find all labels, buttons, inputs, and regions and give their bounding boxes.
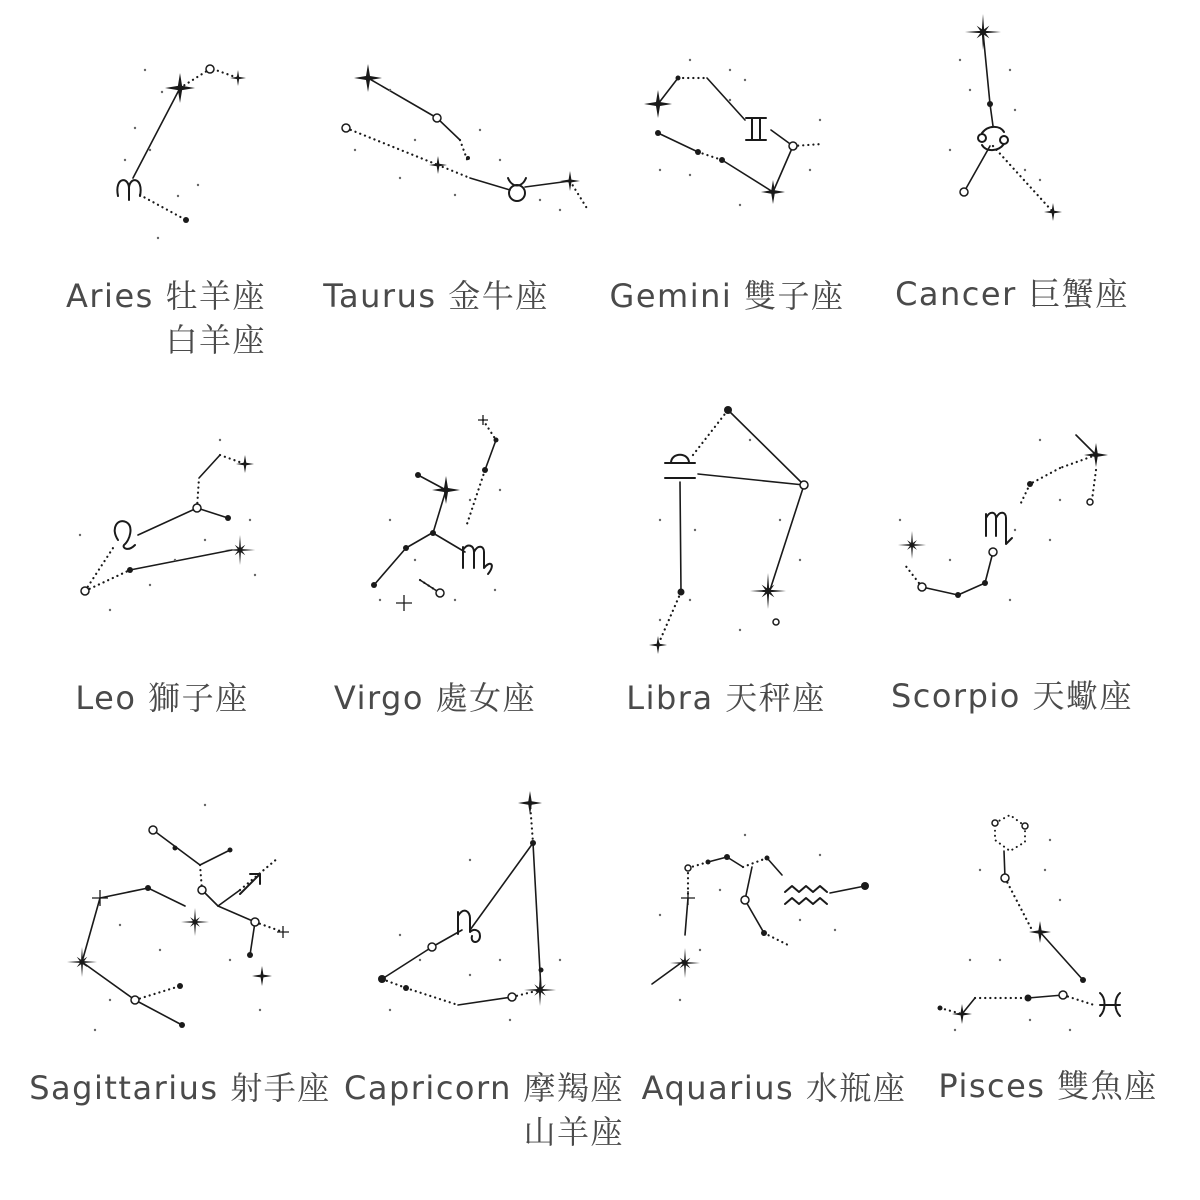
star-dot bbox=[982, 580, 988, 586]
stardust bbox=[469, 974, 471, 976]
constellation-line bbox=[964, 146, 990, 192]
bright-star-icon bbox=[225, 535, 255, 565]
stardust bbox=[799, 559, 801, 561]
constellation-line bbox=[658, 78, 678, 104]
stardust bbox=[1014, 529, 1016, 531]
stardust bbox=[469, 859, 471, 861]
constellation-line bbox=[458, 997, 512, 1005]
constellation-line bbox=[197, 508, 228, 518]
constellation-line bbox=[962, 998, 975, 1014]
star-dot bbox=[378, 975, 386, 983]
sparkle-star-icon bbox=[165, 73, 195, 103]
sparkle-star-icon bbox=[236, 455, 254, 473]
constellation-line bbox=[745, 900, 764, 933]
constellation-line bbox=[433, 490, 446, 533]
leo-label: Leo 獅子座 bbox=[75, 679, 249, 717]
gemini-label: Gemini 雙子座 bbox=[609, 277, 845, 315]
stardust bbox=[659, 169, 661, 171]
constellation-line bbox=[218, 890, 240, 906]
stardust bbox=[949, 559, 951, 561]
constellation-line bbox=[745, 867, 752, 900]
constellation-line bbox=[985, 552, 993, 583]
stardust bbox=[414, 139, 416, 141]
stardust bbox=[1039, 439, 1041, 441]
stardust bbox=[719, 889, 721, 891]
star-dot bbox=[1080, 977, 1086, 983]
stardust bbox=[119, 924, 121, 926]
dotted-line bbox=[85, 545, 115, 591]
stardust bbox=[799, 919, 801, 921]
sparkle-star-icon bbox=[560, 171, 580, 191]
stardust bbox=[999, 959, 1001, 961]
stardust bbox=[144, 69, 146, 71]
sparkle-star-icon bbox=[354, 64, 382, 92]
stardust bbox=[559, 209, 561, 211]
stardust bbox=[739, 204, 741, 206]
dotted-line bbox=[764, 933, 788, 945]
star-dot bbox=[482, 467, 488, 473]
aries-symbol-icon bbox=[117, 180, 140, 200]
bright-star-icon bbox=[670, 948, 700, 978]
stardust bbox=[499, 959, 501, 961]
star-dot bbox=[530, 840, 536, 846]
star-dot bbox=[655, 130, 661, 136]
star-ring bbox=[800, 481, 808, 489]
stardust bbox=[204, 804, 206, 806]
star-ring bbox=[992, 820, 998, 826]
dotted-line bbox=[1063, 995, 1094, 1005]
stardust bbox=[689, 174, 691, 176]
stardust bbox=[739, 629, 741, 631]
constellation-line bbox=[100, 888, 148, 898]
star-ring bbox=[1001, 874, 1009, 882]
constellation-line bbox=[707, 78, 745, 120]
stardust bbox=[379, 599, 381, 601]
star-dot bbox=[225, 515, 231, 521]
star-ring bbox=[741, 896, 749, 904]
constellation-line bbox=[374, 548, 406, 585]
aries-name: Aries 牡羊座 bbox=[66, 277, 266, 315]
stardust bbox=[899, 519, 901, 521]
stardust bbox=[744, 79, 746, 81]
star-dot bbox=[765, 856, 770, 861]
constellation-line bbox=[983, 32, 990, 104]
constellation-line bbox=[1028, 995, 1063, 998]
star-dot bbox=[987, 101, 993, 107]
stardust bbox=[499, 489, 501, 491]
stardust bbox=[1044, 869, 1046, 871]
constellation-line bbox=[470, 178, 510, 190]
stardust bbox=[819, 854, 821, 856]
sparkle-star-icon bbox=[761, 180, 785, 204]
stardust bbox=[779, 519, 781, 521]
star-dot bbox=[247, 952, 253, 958]
star-dot bbox=[403, 985, 409, 991]
star-ring bbox=[789, 142, 797, 150]
constellation-line bbox=[722, 160, 773, 192]
stardust bbox=[689, 599, 691, 601]
sparkle-star-icon bbox=[649, 636, 667, 654]
stardust bbox=[399, 177, 401, 179]
constellation-line bbox=[958, 583, 985, 595]
bright-star-icon bbox=[181, 908, 209, 936]
stardust bbox=[679, 999, 681, 1001]
virgo-symbol-icon bbox=[463, 546, 492, 574]
bright-star-icon bbox=[67, 947, 97, 977]
star-dot bbox=[1027, 481, 1033, 487]
constellation-line bbox=[1040, 932, 1083, 980]
cross-star-icon bbox=[396, 595, 412, 611]
constellation-line bbox=[680, 482, 681, 592]
constellation-line bbox=[525, 181, 570, 187]
dotted-line bbox=[466, 470, 485, 527]
star-ring bbox=[960, 188, 968, 196]
star-dot bbox=[761, 930, 767, 936]
star-dot bbox=[676, 76, 681, 81]
stardust bbox=[389, 89, 391, 91]
star-dot bbox=[466, 156, 470, 160]
cross-star-icon bbox=[277, 926, 289, 938]
cross-star-icon bbox=[92, 890, 108, 906]
star-dot bbox=[724, 406, 732, 414]
star-dot bbox=[938, 1006, 943, 1011]
star-dot bbox=[955, 592, 961, 598]
constellation-line bbox=[382, 947, 432, 979]
sparkle-star-icon bbox=[230, 70, 246, 86]
scorpio-symbol-icon bbox=[986, 513, 1012, 544]
stardust bbox=[1029, 1019, 1031, 1021]
stardust bbox=[454, 194, 456, 196]
stardust bbox=[744, 834, 746, 836]
stardust bbox=[414, 559, 416, 561]
stardust bbox=[149, 584, 151, 586]
virgo-label: Virgo 處女座 bbox=[333, 679, 537, 717]
stardust bbox=[174, 559, 176, 561]
capricorn-alt-name: 山羊座 bbox=[523, 1113, 625, 1151]
star-dot bbox=[678, 589, 685, 596]
stardust bbox=[659, 619, 661, 621]
bright-star-icon bbox=[524, 974, 556, 1006]
constellation-line bbox=[368, 78, 437, 118]
constellation-line bbox=[418, 475, 446, 490]
star-dot bbox=[228, 848, 233, 853]
stardust bbox=[809, 169, 811, 171]
gemini-symbol-icon bbox=[746, 118, 766, 140]
stardust bbox=[1049, 539, 1051, 541]
constellation-line bbox=[658, 133, 698, 152]
star-ring bbox=[131, 996, 139, 1004]
cancer-label: Cancer 巨蟹座 bbox=[895, 275, 1129, 313]
stardust bbox=[729, 99, 731, 101]
dotted-line bbox=[213, 69, 238, 78]
stardust bbox=[699, 949, 701, 951]
star-ring bbox=[1022, 823, 1028, 829]
star-ring bbox=[342, 124, 350, 132]
stardust bbox=[124, 159, 126, 161]
star-ring bbox=[436, 589, 444, 597]
dotted-line bbox=[1005, 878, 1032, 930]
pisces-label: Pisces 雙魚座 bbox=[938, 1067, 1158, 1105]
pisces-symbol-icon bbox=[1100, 993, 1120, 1016]
stardust bbox=[389, 1009, 391, 1011]
star-ring bbox=[433, 114, 441, 122]
star-dot bbox=[861, 882, 869, 890]
star-ring bbox=[1087, 499, 1093, 505]
stardust bbox=[249, 519, 251, 521]
constellation-line bbox=[138, 508, 197, 535]
constellation-line bbox=[990, 104, 993, 126]
stardust bbox=[399, 934, 401, 936]
star-ring bbox=[918, 583, 926, 591]
stardust bbox=[969, 89, 971, 91]
pisces-circlet bbox=[995, 815, 1025, 851]
stardust bbox=[494, 589, 496, 591]
dotted-line bbox=[140, 195, 186, 220]
stardust bbox=[559, 959, 561, 961]
dotted-line bbox=[483, 420, 496, 440]
constellation-line bbox=[773, 146, 793, 192]
bright-star-icon bbox=[750, 573, 786, 609]
stardust bbox=[454, 599, 456, 601]
star-ring bbox=[81, 587, 89, 595]
aquarius-symbol-icon bbox=[785, 886, 827, 904]
star-dot bbox=[494, 438, 499, 443]
star-dot bbox=[127, 567, 133, 573]
sparkle-star-icon bbox=[432, 476, 460, 504]
constellation-line bbox=[698, 474, 804, 485]
star-ring bbox=[428, 943, 436, 951]
stardust bbox=[419, 959, 421, 961]
stardust bbox=[749, 439, 751, 441]
stardust bbox=[204, 539, 206, 541]
constellation-line bbox=[148, 888, 185, 906]
dotted-line bbox=[85, 570, 130, 591]
dotted-line bbox=[438, 165, 470, 178]
dotted-line bbox=[698, 152, 722, 160]
dotted-line bbox=[406, 988, 458, 1005]
constellation-line bbox=[922, 587, 958, 595]
stardust bbox=[969, 959, 971, 961]
star-ring bbox=[251, 918, 259, 926]
star-ring bbox=[198, 886, 206, 894]
stardust bbox=[109, 999, 111, 1001]
aries-label bbox=[66, 274, 266, 362]
sparkle-star-icon bbox=[644, 90, 672, 118]
dotted-line bbox=[693, 410, 728, 455]
stardust bbox=[159, 949, 161, 951]
capricorn-label bbox=[344, 1066, 624, 1154]
constellation-line bbox=[406, 533, 432, 548]
constellation-line bbox=[433, 533, 465, 552]
aquarius-label: Aquarius 水瓶座 bbox=[641, 1069, 907, 1107]
star-ring bbox=[206, 65, 214, 73]
stardust bbox=[134, 127, 136, 129]
scorpio-label: Scorpio 天蠍座 bbox=[890, 677, 1134, 715]
star-dot bbox=[1025, 995, 1032, 1002]
stardust bbox=[389, 519, 391, 521]
libra-label: Libra 天秤座 bbox=[626, 679, 826, 717]
constellation-line bbox=[767, 858, 782, 875]
star-dot bbox=[177, 983, 183, 989]
stardust bbox=[959, 59, 961, 61]
constellation-line bbox=[130, 550, 232, 570]
stardust bbox=[157, 237, 159, 239]
dotted-line bbox=[993, 146, 1053, 212]
star-ring bbox=[193, 504, 201, 512]
taurus-label: Taurus 金牛座 bbox=[323, 277, 549, 315]
stardust bbox=[94, 1029, 96, 1031]
stardust bbox=[499, 159, 501, 161]
stardust bbox=[1059, 499, 1061, 501]
stardust bbox=[729, 69, 731, 71]
dotted-line bbox=[1030, 468, 1060, 484]
dotted-line bbox=[658, 592, 681, 645]
stardust bbox=[1039, 179, 1041, 181]
star-dot bbox=[719, 157, 725, 163]
bright-star-icon bbox=[898, 531, 926, 559]
stardust bbox=[949, 149, 951, 151]
stardust bbox=[1069, 1029, 1071, 1031]
sparkle-star-icon bbox=[429, 156, 447, 174]
dotted-line bbox=[180, 69, 210, 88]
stardust bbox=[954, 1029, 956, 1031]
dotted-line bbox=[135, 986, 180, 1000]
stardust bbox=[659, 519, 661, 521]
stardust bbox=[1049, 839, 1051, 841]
bright-star-icon bbox=[965, 14, 1001, 50]
stardust bbox=[1024, 169, 1026, 171]
stardust bbox=[479, 129, 481, 131]
star-dot bbox=[371, 582, 377, 588]
stardust bbox=[177, 195, 179, 197]
stardust bbox=[161, 91, 163, 93]
star-dot bbox=[539, 968, 544, 973]
star-dot bbox=[403, 545, 409, 551]
star-dot bbox=[706, 860, 711, 865]
stardust bbox=[689, 59, 691, 61]
dotted-line bbox=[570, 181, 588, 210]
star-dot bbox=[145, 885, 151, 891]
stardust bbox=[219, 439, 221, 441]
constellation-line bbox=[830, 886, 865, 893]
sparkle-star-icon bbox=[1044, 203, 1062, 221]
star-ring bbox=[149, 826, 157, 834]
capricorn-symbol-icon bbox=[458, 911, 480, 942]
leo-symbol-icon bbox=[115, 521, 135, 549]
star-dot bbox=[695, 149, 701, 155]
stardust bbox=[149, 149, 151, 151]
star-dot bbox=[724, 854, 730, 860]
constellation-line bbox=[770, 485, 804, 590]
constellation-line bbox=[200, 850, 230, 865]
dotted-line bbox=[743, 858, 767, 867]
star-ring bbox=[508, 993, 516, 1001]
constellation-line bbox=[437, 118, 460, 140]
star-dot bbox=[183, 217, 189, 223]
constellation-line bbox=[82, 898, 100, 962]
stardust bbox=[1009, 69, 1011, 71]
stardust bbox=[1059, 899, 1061, 901]
constellation-line bbox=[250, 922, 255, 955]
constellation-line bbox=[485, 440, 496, 470]
star-dot bbox=[173, 846, 178, 851]
constellation-line bbox=[82, 962, 135, 1000]
taurus-symbol-icon bbox=[508, 178, 526, 201]
libra-symbol-icon bbox=[665, 455, 695, 478]
dotted-line bbox=[1020, 484, 1030, 505]
stardust bbox=[1014, 109, 1016, 111]
constellation-line bbox=[199, 455, 220, 478]
constellation-line bbox=[133, 88, 180, 178]
constellation-line bbox=[728, 410, 804, 485]
star-ring bbox=[1059, 991, 1067, 999]
stardust bbox=[694, 529, 696, 531]
constellation-line bbox=[1076, 435, 1096, 455]
star-ring bbox=[773, 619, 779, 625]
stardust bbox=[539, 199, 541, 201]
stardust bbox=[197, 184, 199, 186]
sagittarius-symbol-icon bbox=[240, 874, 260, 894]
cross-star-icon bbox=[681, 891, 695, 905]
stardust bbox=[79, 534, 81, 536]
star-dot bbox=[430, 530, 436, 536]
sparkle-star-icon bbox=[518, 791, 542, 815]
sparkle-star-icon bbox=[952, 1004, 972, 1024]
dotted-line bbox=[1060, 455, 1096, 468]
stardust bbox=[819, 119, 821, 121]
stardust bbox=[109, 609, 111, 611]
dotted-line bbox=[346, 128, 438, 165]
stardust bbox=[354, 149, 356, 151]
stardust bbox=[659, 914, 661, 916]
stardust bbox=[254, 574, 256, 576]
star-dot bbox=[179, 1022, 185, 1028]
stardust bbox=[509, 1019, 511, 1021]
stardust bbox=[469, 499, 471, 501]
star-ring bbox=[685, 865, 691, 871]
constellation-line bbox=[470, 843, 533, 930]
sagittarius-label: Sagittarius 射手座 bbox=[29, 1069, 331, 1107]
stardust bbox=[979, 869, 981, 871]
stardust bbox=[834, 929, 836, 931]
stardust bbox=[1009, 599, 1011, 601]
sparkle-star-icon bbox=[252, 966, 272, 986]
dotted-line bbox=[1092, 470, 1096, 500]
capricorn-name: Capricorn 摩羯座 bbox=[344, 1069, 625, 1107]
constellation-line bbox=[135, 1000, 182, 1025]
aries-alt-name: 白羊座 bbox=[165, 321, 266, 359]
dotted-line bbox=[220, 455, 245, 464]
stardust bbox=[259, 1009, 261, 1011]
constellation-line bbox=[218, 906, 255, 922]
stardust bbox=[229, 959, 231, 961]
star-ring bbox=[989, 548, 997, 556]
